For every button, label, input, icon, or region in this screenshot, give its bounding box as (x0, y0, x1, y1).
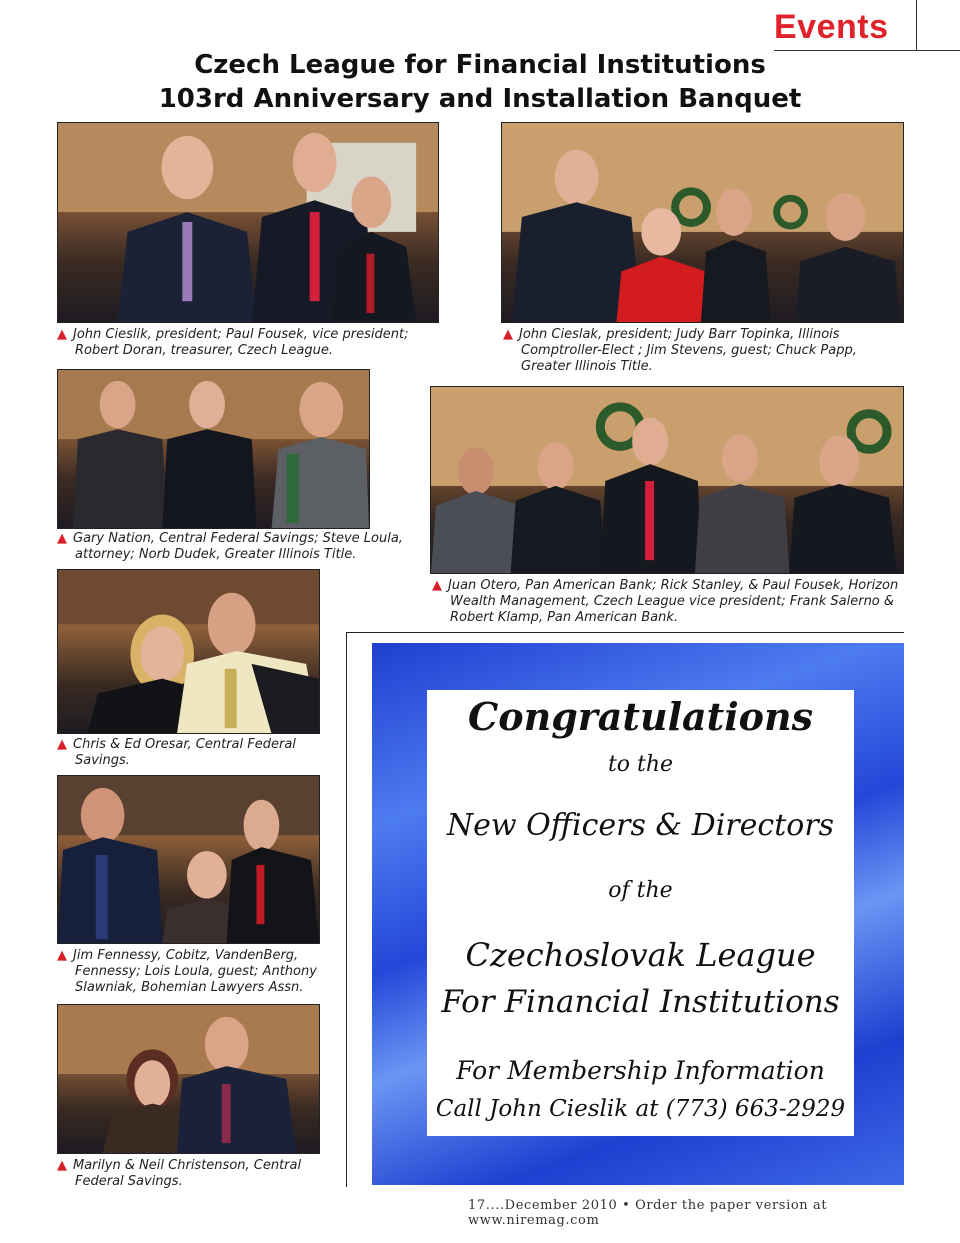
caption-text: John Cieslik, president; Paul Fousek, vice president; Robert Doran, treasurer, Czech League. (73, 327, 409, 358)
ad-line-officers: New Officers & Directors (446, 808, 835, 843)
page-title-line1: Czech League for Financial Institutions (194, 50, 766, 80)
page-title-line2: 103rd Anniversary and Installation Banquet (158, 84, 802, 114)
photo-nation-loula-dudek (57, 369, 370, 529)
caption-text: Chris & Ed Oresar, Central Federal Savings. (73, 737, 296, 768)
red-triangle-icon: ▲ (503, 327, 513, 342)
caption-text: John Cieslak, president; Judy Barr Topinka, Illinois Comptroller-Elect ; Jim Stevens, guest; Chuck Papp, Greater Illinois Title. (519, 327, 857, 374)
ad-line-membership: For Membership Information (456, 1056, 825, 1085)
section-tag: Events (774, 8, 889, 46)
caption-text: Jim Fennessy, Cobitz, VandenBerg, Fennessy; Lois Loula, guest; Anthony Slawniak, Bohemian Lawyers Assn. (73, 948, 317, 995)
caption-photo-7 (57, 1158, 340, 1190)
photo-chris-ed-oresar (57, 569, 320, 734)
ad-line-financial-institutions: For Financial Institutions (441, 984, 840, 1020)
photo-fennessy-loula-slawniak (57, 775, 320, 944)
section-rule-vertical (916, 0, 917, 50)
ad-line-contact: Call John Cieslik at (773) 663-2929 (435, 1096, 846, 1122)
caption-photo-1 (57, 327, 445, 359)
page-footer: 17....December 2010 • Order the paper version at www.niremag.com (468, 1198, 828, 1228)
photo-cieslik-fousek-doran (57, 122, 439, 323)
ad-line-of-the: of the (608, 878, 673, 903)
caption-photo-6 (57, 948, 340, 996)
congratulations-ad (427, 690, 854, 1136)
caption-text: Juan Otero, Pan American Bank; Rick Stanley, & Paul Fousek, Horizon Wealth Management, Czech League vice president; Frank Salerno & Robert Klamp, Pan American Bank. (448, 578, 899, 625)
red-triangle-icon: ▲ (57, 737, 67, 752)
ad-frame-top-rule (346, 632, 904, 633)
caption-photo-2 (503, 327, 901, 375)
photo-otero-stanley-fousek-salerno-klamp (430, 386, 904, 574)
photo-cieslak-topinka-stevens-papp (501, 122, 904, 323)
ad-frame-left-rule (346, 632, 347, 1187)
caption-text: Marilyn & Neil Christenson, Central Federal Savings. (73, 1158, 302, 1189)
caption-photo-3 (57, 531, 435, 563)
ad-line-czechoslovak-league: Czechoslovak League (465, 936, 816, 974)
red-triangle-icon: ▲ (57, 327, 67, 342)
ad-line-congratulations: Congratulations (467, 694, 814, 739)
red-triangle-icon: ▲ (57, 948, 67, 963)
photo-marilyn-neil-christenson (57, 1004, 320, 1154)
caption-text: Gary Nation, Central Federal Savings; Steve Loula, attorney; Norb Dudek, Greater Illinois Title. (73, 531, 403, 562)
ad-line-to-the: to the (607, 752, 674, 777)
red-triangle-icon: ▲ (57, 1158, 67, 1173)
red-triangle-icon: ▲ (432, 578, 442, 593)
caption-photo-4 (432, 578, 920, 626)
red-triangle-icon: ▲ (57, 531, 67, 546)
caption-photo-5 (57, 737, 335, 769)
